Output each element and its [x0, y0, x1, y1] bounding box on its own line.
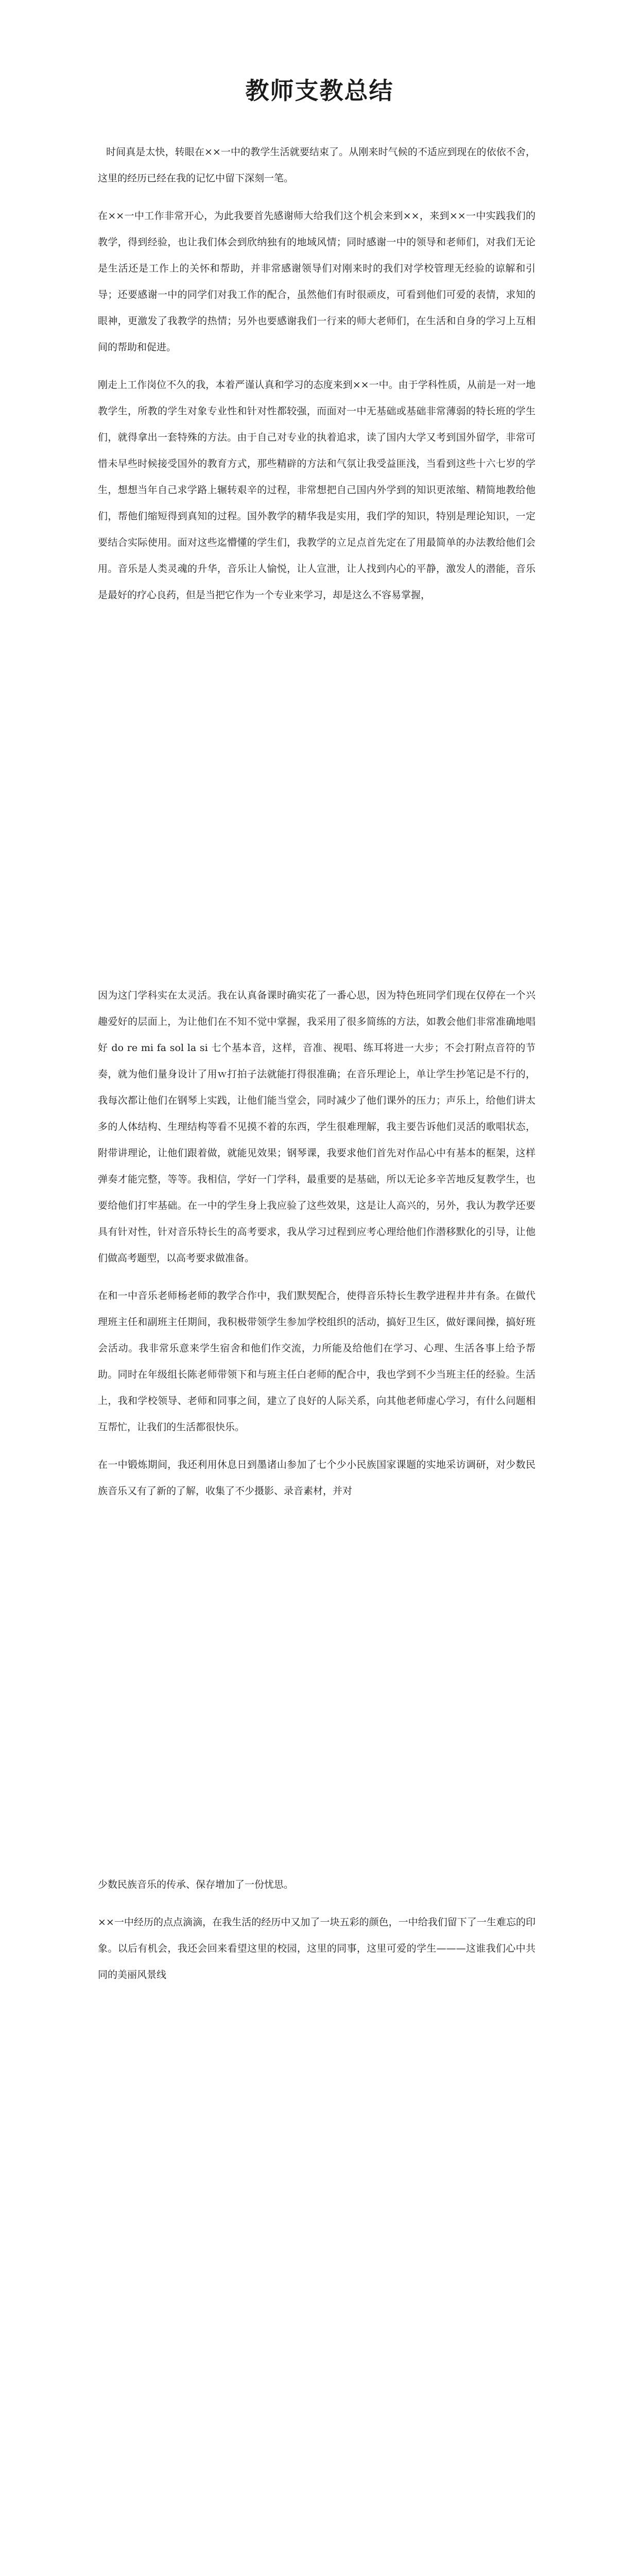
paragraph-intro: 时间真是太快，转眼在××一中的教学生活就要结束了。从刚来时气候的不适应到现在的依依不舍，这里的经历已经在我的记忆中留下深刻一笔。 [98, 146, 536, 184]
paragraph-cooperation: 在和一中音乐老师杨老师的教学合作中，我们默契配合，使得音乐特长生教学进程井井有条。在做代理班主任和副班主任期间，我积极带领学生参加学校组织的活动，搞好卫生区，做好课间操，搞好班会活动。我非常乐意来学生宿舍和他们作交流，力所能及给他们在学习、心理、生活各事上给予帮助。同时在年级组长陈老师带领下和与班主任白老师的配合中，我也学到不少当班主任的经验。生活上，我和学校领导、老师和同事之间，建立了良好的人际关系，向其他老师虚心学习，有什么问题相互帮忙，让我们的生活都很快乐。 [98, 1290, 536, 1433]
paragraph-conclusion: ××一中经历的点点滴滴，在我生活的经历中又加了一块五彩的颜色，一中给我们留下了一生难忘的印象。以后有机会，我还会回来看望这里的校园，这里的同事，这里可爱的学生———这谁我们心中共同的美丽风景线 [98, 1917, 536, 1980]
paragraph-field-research-cont: 少数民族音乐的传承、保存增加了一份忧思。 [98, 1879, 294, 1890]
section-page-1 [98, 139, 536, 620]
section-page-2 [98, 982, 536, 1516]
paragraph-teaching-methods: 因为这门学科实在太灵活。我在认真备课时确实花了一番心思，因为特色班同学们现在仅停在一个兴趣爱好的层面上，为让他们在不知不觉中掌握，我采用了很多简练的方法，如教会他们非常准确地唱好 do re mi fa sol la si 七个基本音，这样，音准、视唱、练耳将进一大步；不会打附点音符的节奏，就为他们量身设计了用ｗ打拍子法就能打得很准确；在音乐理论上，单让学生抄笔记是不行的，我每次都让他们在钢琴上实践，让他们能当堂会，同时减少了他们课外的压力；声乐上，给他们讲太多的人体结构、生理结构等看不见摸不着的东西，学生很难理解，我主要告诉他们灵活的歌唱状态，附带讲理论，让他们跟着做，就能见效果；钢琴课，我要求他们首先对作品心中有基本的框架，这样弹奏才能完整，等等。我相信，学好一门学科，最重要的是基础，所以无论多辛苦地反复教学生，也要给他们打牢基础。在一中的学生身上我应验了这些效果，这是让人高兴的，另外，我认为教学还要具有针对性，针对音乐特长生的高考要求，我从学习过程到应考心理给他们作潜移默化的引导，让他们做高考题型，以高考要求做准备。 [98, 990, 536, 1264]
paragraph-teaching-approach: 刚走上工作岗位不久的我，本着严谨认真和学习的态度来到××一中。由于学科性质，从前是一对一地教学生，所教的学生对象专业性和针对性都较强，而面对一中无基础或基础非常薄弱的特长班的学生们，就得拿出一套特殊的方法。由于自己对专业的执着追求，读了国内大学又考到国外留学，非常可惜未早些时候接受国外的教育方式，那些精辟的方法和气氛让我受益匪浅，当看到这些十六七岁的学生，想想当年自己求学路上辗转艰辛的过程，非常想把自己国内外学到的知识更浓缩、精简地教给他们，帮他们缩短得到真知的过程。国外教学的精华我是实用，我们学的知识，特别是理论知识，一定要结合实际使用。面对这些迄懵懂的学生们，我教学的立足点首先定在了用最简单的办法教给他们会用。音乐是人类灵魂的升华，音乐让人愉悦，让人宣泄，让人找到内心的平静，激发人的潜能，音乐是最好的疗心良药，但是当把它作为一个专业来学习，却是这么不容易掌握， [98, 379, 536, 601]
section-page-3 [98, 1872, 536, 1999]
paragraph-thanks: 在××一中工作非常开心，为此我要首先感谢师大给我们这个机会来到××，来到××一中实践我们的教学，得到经验，也让我们体会到欣纳独有的地域风情；同时感谢一中的领导和老师们，对我们无论是生活还是工作上的关怀和帮助，并非常感谢领导们对刚来时的我们对学校管理无经验的谅解和引导；还要感谢一中的同学们对我工作的配合，虽然他们有时很顽皮，可看到他们可爱的表情，求知的眼神，更激发了我教学的热情；另外也要感谢我们一行来的师大老师们，在生活和自身的学习上互相间的帮助和促进。 [98, 210, 536, 353]
paragraph-field-research: 在一中锻炼期间，我还利用休息日到墨诸山参加了七个少小民族国家课题的实地采访调研，对少数民族音乐又有了新的了解，收集了不少摄影、录音素材，并对 [98, 1459, 536, 1497]
document-title: 教师支教总结 [245, 77, 394, 105]
